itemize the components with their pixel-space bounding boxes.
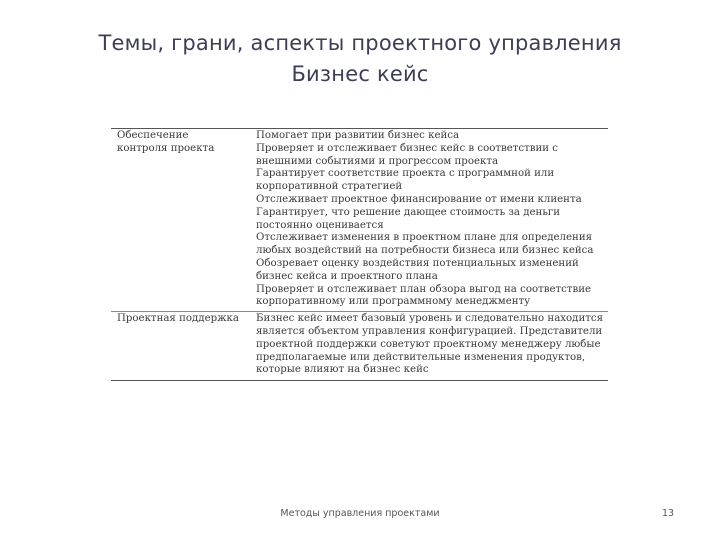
footer-page-number: 13 <box>662 508 675 519</box>
table-row-content <box>252 129 608 311</box>
content-line: любых воздействий на потребности бизнеса или бизнес кейса <box>256 245 594 257</box>
content-line: Гарантирует, что решение дающее стоимость за деньги <box>256 206 560 218</box>
footer-course-title: Методы управления проектами <box>280 508 440 519</box>
content-line: постоянно оценивается <box>256 219 384 231</box>
business-case-table <box>111 128 608 381</box>
slide-title-line-2: Бизнес кейс <box>291 62 429 86</box>
content-line: корпоративной стратегией <box>256 181 403 193</box>
content-line: Отслеживает изменения в проектном плане для определения <box>256 232 593 244</box>
content-line: Обозревает оценку воздействия потенциальных изменений <box>256 257 579 269</box>
label-line: Обеспечение <box>117 130 189 141</box>
label-line: контроля проекта <box>117 142 215 154</box>
content-line: Проверяет и отслеживает план обзора выгод на соответствие <box>256 283 592 295</box>
content-line: является объектом управления конфигурацией. Представители <box>256 325 603 337</box>
slide-title <box>0 28 720 90</box>
content-line: проектной поддержки советуют проектному менеджеру любые <box>256 338 601 350</box>
table-row-label <box>111 312 252 380</box>
table-row <box>111 311 608 380</box>
content-line: которые влияют на бизнес кейс <box>256 364 429 376</box>
table-row <box>111 129 608 311</box>
content-line: Отслеживает проектное финансирование от имени клиента <box>256 193 582 205</box>
content-line: Бизнес кейс имеет базовый уровень и следовательно находится <box>256 313 603 325</box>
table-row-label <box>111 129 252 311</box>
table-row-content <box>252 312 608 380</box>
content-line: Проверяет и отслеживает бизнес кейс в соответствии с <box>256 142 558 154</box>
slide-title-line-1: Темы, грани, аспекты проектного управления <box>98 31 622 55</box>
content-line: внешними событиями и прогрессом проекта <box>256 155 499 167</box>
content-line: Гарантирует соответствие проекта с программной или <box>256 168 555 180</box>
content-line: бизнес кейса и проектного плана <box>256 270 438 282</box>
label-line: Проектная поддержка <box>117 313 239 325</box>
content-line: Помогает при развитии бизнес кейса <box>256 130 460 141</box>
content-line: предполагаемые или действительные изменения продуктов, <box>256 351 586 363</box>
content-line: корпоративному или программному менеджменту <box>256 296 531 308</box>
